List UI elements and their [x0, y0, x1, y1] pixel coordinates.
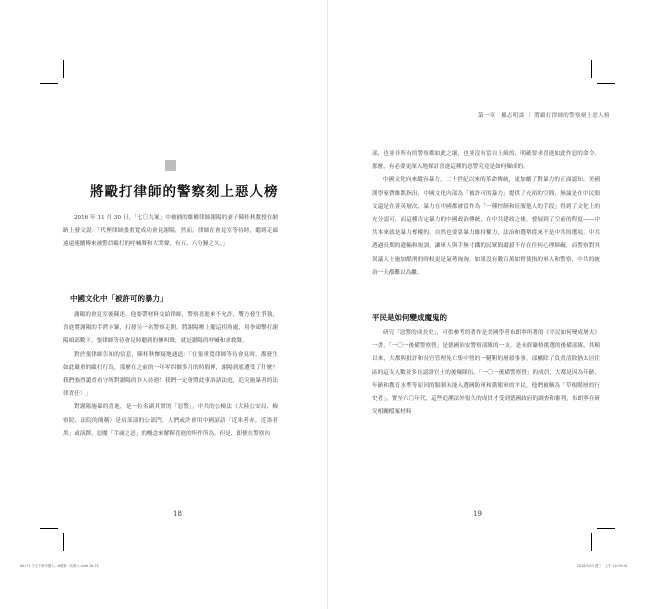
intro-paragraph: 2016 年 11 月 30 日，「七〇九案」中被捕的維權律師謝陽的妻子陳桂秋教授在網路上發文說：「代理律師張重寬成功會見謝陽，然而，律師在會見室等待時，聽到走廊遠遠連續傳來被警員毆打的呼喊聲和大哭聲，有五、六分鐘之久。」 — [63, 215, 278, 248]
body-paragraph: 研究「惡警的成長史」，可供參考的著作是美國學者布朗寧所著的《平民如何變成屠夫》一書，「一〇一後備警察營」是德國治安警察部隊的一支，是未經嚴格挑選的後備部隊，其順以來，大都與批評和長官管理死亡集中營的一韃靼的屠殺事事，部屬除了負責清除猶太居住區的這支人數並多長認證官士的後爆隊伍。「一〇一後備警察營」的成員，大都是因為年齡、年齡和教育水準等原因的服制未能入選國防軍和黨衛軍的平民，他們被稱為「草根階層的行史者」。實至六〇年代，這些追溯法外很久的成員才受到德國政府的調查和審判，布朗寧在研究相關檔案材料 — [372, 330, 600, 416]
crop-mark — [40, 83, 58, 84]
body-paragraph: 對於張律師告知的信息，陳桂秋懷疑地通道：「在張重寬律師等待會見時，都發生如此嚴重的毆打行為，那麼在之前的一年零四個多月的時間裡，謝陽到底遭受了什麼？我們強烈譴責看守所對謝陽的非人待遇！我們一定會將此事訴諸法庭，追究施暴者的法律責任！」 — [63, 351, 278, 398]
page-number: 18 — [173, 510, 182, 518]
crop-mark — [591, 60, 592, 78]
section-heading: 中國文化中「被許可的暴力」 — [70, 294, 168, 303]
crop-mark — [40, 528, 58, 529]
page-number: 19 — [473, 510, 482, 518]
running-head: 第一章 羅志明談 ｜ 將毆打律師的警察刻上惡人榜 — [478, 113, 610, 119]
body-paragraph: 部，也並非所有的警察都如此之壞，也並沒有當自上級的、明確要求喜進如此作惡的命令。那麼，有必要更深入地探討喜進這種的惡警究竟是如何煉成的。 — [372, 151, 600, 171]
crop-mark — [591, 533, 592, 551]
right-page — [328, 0, 655, 609]
right-body — [372, 148, 600, 280]
print-timestamp: 2018/5/23 週三 上午 10:39:20 — [577, 564, 628, 568]
print-slug: 80173 今生不做中國人—6版第一次截入.indd 18-19 — [20, 564, 99, 568]
chapter-title: 將毆打律師的警察刻上惡人榜 — [90, 184, 279, 200]
crop-mark — [63, 60, 64, 78]
chapter-decoration — [165, 160, 176, 171]
crop-mark — [63, 533, 64, 551]
body-paragraph: 對謝陽施暴的喜進，是一位名副其實的「惡警」。中共的公檢法（大陸公安局、檢察院、法院的簡稱）是肩部部的公部門，人們或許會用中國諺語「近朱者赤，近墨者黑」或演繹、惡魔「手庸之惡」的概念來解釋喜進的所作所為。但是，即便在警察內 — [63, 404, 278, 437]
section-heading: 平民是如何變成魔鬼的 — [372, 313, 447, 322]
left-page — [0, 0, 327, 609]
crop-mark — [597, 528, 615, 529]
left-intro — [63, 212, 278, 252]
left-body — [63, 309, 278, 441]
body-paragraph: 中國文化向來縱容暴力，二十世紀以來的革命傳統，更加劇了對暴力的正面認知。美國漢學家費維凱指出，中國文化內部為「被許可的暴力」提供了充裕的空間，無論是在中民間文還是在菁英層次，暴力在中國都被當作為「一種控制和征服他人的手段」得到了文化上的充分認可，而這種否定暴力的中國政治傳統，在中共建政之後，發展到了空前的程度——中共本來就是暴力奪權的，自然也要靠暴力維持權力，法治和選舉從來不是中共的選項。中共透過長期的遺輸和規訓，讓軍人與手無寸鐵的民眾間肅殺不存在任何心理障礙，而警察對其異議人士施加酷刑的時候更是氣勢洶洶。如果沒有數百萬如臂使指的軍人和警察，中共的統治一天都難以為繼。 — [372, 177, 600, 276]
right-body-2 — [372, 327, 600, 419]
crop-mark — [597, 83, 615, 84]
body-paragraph: 謝陽的會見室後陳述，他要帶材料交給律師，警察喜進來不允許，雙方發生爭執，喜進將謝陽的手銬卡緊，打發另一名警察走開，將謝陽壓上擺這拐角處，用拳頭擊打謝陽頭部數下。張律師等待會見時聽到的慘叫聲，就是謝陽的呼喊和求救聲。 — [63, 312, 278, 345]
